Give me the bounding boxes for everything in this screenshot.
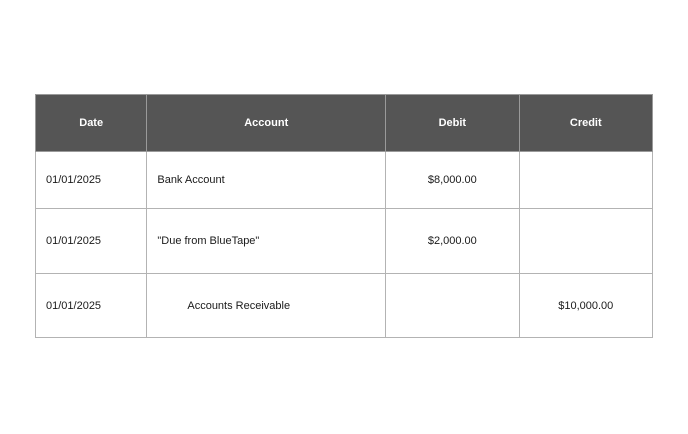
table-row xyxy=(36,209,653,274)
table-row xyxy=(36,152,653,209)
cell-date: 01/01/2025 xyxy=(36,209,147,274)
cell-date: 01/01/2025 xyxy=(36,152,147,209)
cell-account: Accounts Receivable xyxy=(147,274,386,338)
cell-account: "Due from BlueTape" xyxy=(147,209,386,274)
cell-credit xyxy=(519,152,652,209)
header-credit: Credit xyxy=(519,95,652,152)
table-header-row xyxy=(36,95,653,152)
cell-credit: $10,000.00 xyxy=(519,274,652,338)
header-date: Date xyxy=(36,95,147,152)
cell-account: Bank Account xyxy=(147,152,386,209)
cell-debit xyxy=(386,274,519,338)
cell-debit: $8,000.00 xyxy=(386,152,519,209)
header-account: Account xyxy=(147,95,386,152)
journal-entry-table xyxy=(35,94,653,338)
table-row xyxy=(36,274,653,338)
cell-debit: $2,000.00 xyxy=(386,209,519,274)
header-debit: Debit xyxy=(386,95,519,152)
cell-credit xyxy=(519,209,652,274)
cell-date: 01/01/2025 xyxy=(36,274,147,338)
